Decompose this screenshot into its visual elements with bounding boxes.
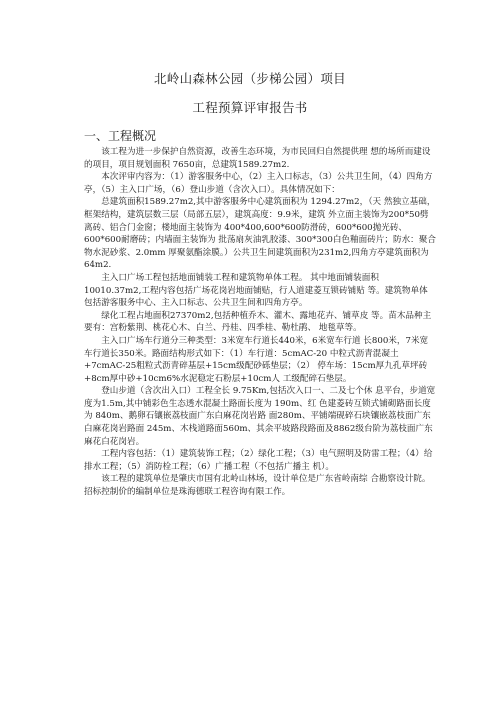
paragraph: 主入口广场工程包括地面铺装工程和建筑物单体工程。 其中地面铺装面积10010.37m2,工程内容包括广场花岗岩地面铺贴，行人道建菱互锁砖铺贴 等。建筑物单体包括游客服务中心、主入口标志、公共卫生间和四角方亭。 — [84, 272, 428, 309]
paragraph: 总建筑面积1589.27m2,其中游客服务中心建筑面积为 1294.27m2，（天 然独立基础，框架结构，建筑层数三层（局部五层），建筑高度：9.9米，建筑 外立面主装饰为200*50劈离砖、铝合门金窗；楼地面主装饰为 400*400,600*600防滑砖，600*600抛光砖、600*600耐磨砖；内墙面主装饰为 批荡扇灰油乳胶漆、300*300白色釉面砖片；防水：聚合物水泥砂浆、2.0mm 厚聚氨酯涂膜。）公共卫生间建筑面积为231m2,四角方亭建筑面积为64m2. — [84, 197, 436, 271]
paragraph: 登山步道（含次出入口）工程全长 9.75Km,包括次入口一、二及七个休 息平台，步道宽度为1.5m,其中铺彩色生态透水混凝土路面长度为 190m、红 色建菱砖互锁式铺砌路面长度为 840m、鹅卵石镶嵌荔枝面广东白麻花岗岩路 面280m、平铺端砚碎石块镶嵌荔枝面广东白麻花岗岩路面 245m、木栈道路面560m、其余平坡路段路面及8862级台阶为荔枝面广东麻花白花岗岩。 — [84, 386, 436, 447]
paragraph: 该工程的建筑单位是肇庆市国有北岭山林场，设计单位是广东省岭南综 合勘察设计院。招标控制价的编制单位是珠海德联工程咨询有限工作。 — [84, 474, 431, 498]
paragraph: 本次评审内容为：（1）游客服务中心，（2）主入口标志，（3）公共卫生间，（4）四角方亭，（5）主入口广场，（6）登山步道（含次入口）。具体情况如下： — [84, 172, 433, 195]
document-title: 北岭山森林公园（步梯公园）项目 — [153, 71, 346, 86]
paragraph: 该工程为进一步保护自然资源，改善生态环境，为市民回归自然提供理 想的场所而建设的项目，项目规划面积 7650亩，总建筑1589.27m2. — [84, 147, 431, 170]
document-subtitle: 工程预算评审报告书 — [192, 100, 308, 115]
section-heading: 一、工程概况 — [84, 129, 157, 143]
body-text — [84, 146, 436, 499]
paragraph: 绿化工程占地面积27370m2,包括种植乔木、灌木、露地花卉、铺草皮 等。苗木品种主要有：宫粉紫荆、桃花心木、白兰、丹桂、四季桂、勒杜鹃、 地毯草等。 — [84, 310, 432, 334]
paragraph: 工程内容包括：（1）建筑装饰工程；（2）绿化工程；（3）电气照明及防雷工程；（4）给排水工程；（5）消防栓工程；（6）广播工程（不包括广播主 机）。 — [84, 449, 433, 472]
paragraph: 主入口广场车行道分三种类型：3米宽车行道长440米，6米宽车行道 长800米，7米宽车行道长350米。路面结构形式如下：（1）车行道：5cmAC-20 中粒式沥青混凝土 +7cmAC-25粗粒式沥青碎基层+15cm级配砂砾垫层；（2） 停车场：15cm厚九孔草坪砖+8cm厚中砂+10cm6%水泥稳定石粉层+10cm人 工级配碎石垫层。 — [84, 335, 429, 384]
